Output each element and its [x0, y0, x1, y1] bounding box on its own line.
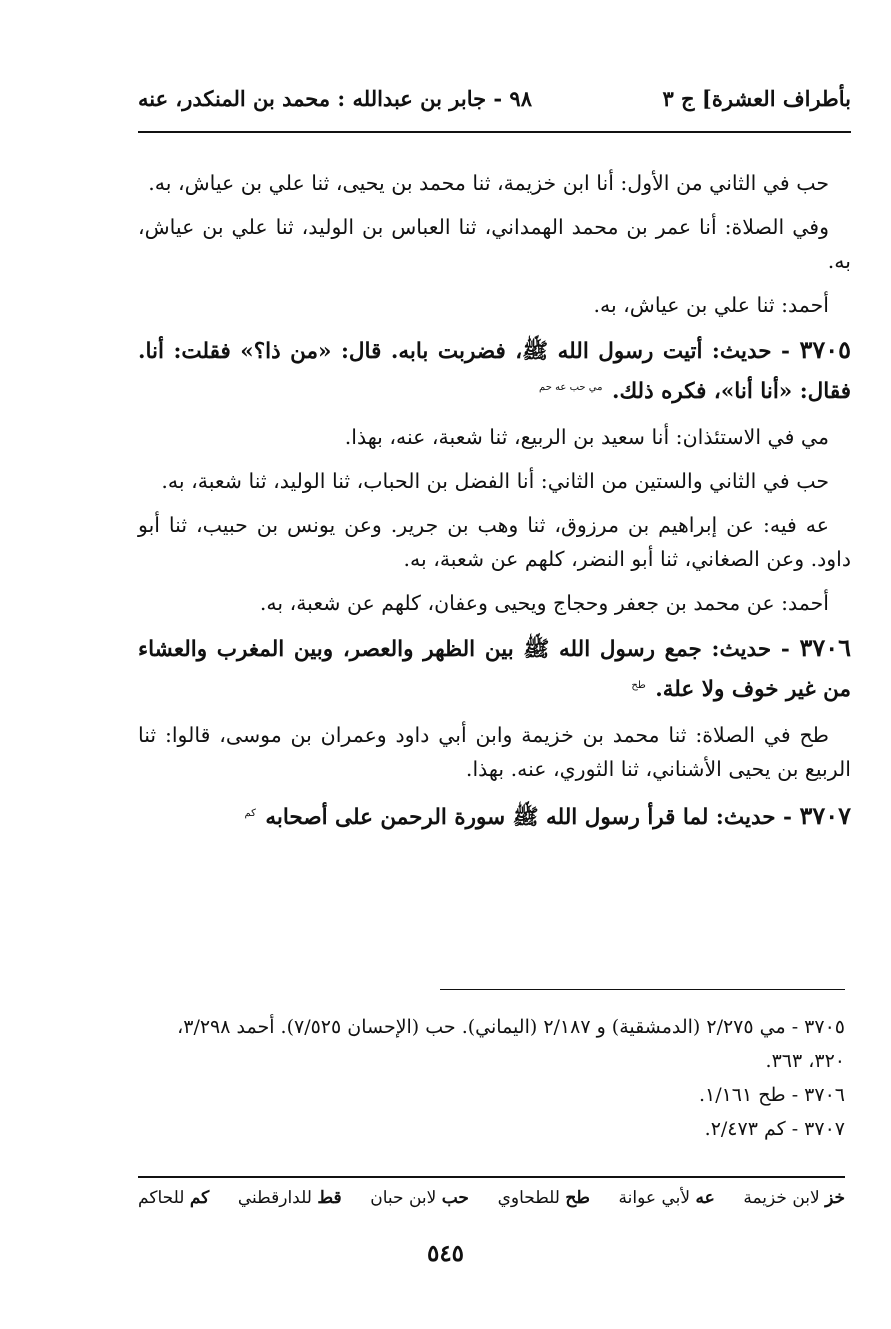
hadith-3706 [138, 630, 851, 708]
footnote-divider [440, 989, 845, 990]
hadith-3707 [138, 796, 851, 836]
footnote: ٣٧٠٧ - كم ٢/٤٧٣. [704, 1118, 845, 1140]
abbrev-item: خز لابن خزيمة [743, 1188, 845, 1208]
hadith-3705 [138, 332, 851, 410]
abbrev-item: كم للحاكم [138, 1188, 210, 1208]
hadith-text: - حديث: جمع رسول الله ﷺ بين الظهر والعصر، وبين المغرب والعشاء من غير خوف ولا علة. [138, 637, 851, 703]
page-number: ٥٤٥ [426, 1240, 465, 1267]
paragraph: حب في الثاني من الأول: أنا ابن خزيمة، ثنا محمد بن يحيى، ثنا علي بن عياش، به. [148, 171, 829, 195]
source-marks: طح [631, 680, 646, 692]
abbrev-item: عه لأبي عوانة [618, 1188, 715, 1208]
abbrev-item: قط للدارقطني [237, 1188, 342, 1208]
running-header [138, 78, 851, 118]
header-chapter-title: ٩٨ - جابر بن عبدالله : محمد بن المنكدر، عنه [138, 85, 532, 111]
footnote: ٣٧٠٥ - مي ٢/٢٧٥ (الدمشقية) و ٢/١٨٧ (اليماني). حب (الإحسان ٧/٥٢٥). أحمد ٣/٢٩٨، ٣٢٠، ٣٦٣. [177, 1016, 845, 1072]
abbreviation-key [138, 1188, 845, 1222]
footnote: ٣٧٠٦ - طح ١/١٦١. [698, 1084, 845, 1106]
abbrev-item: طح للطحاوي [497, 1188, 590, 1208]
bottom-divider [138, 1176, 845, 1178]
footnotes [138, 1010, 845, 1146]
source-marks: كم [244, 808, 256, 820]
header-volume-title: بأطراف العشرة] ج ٣ [662, 85, 851, 111]
hadith-text: - حديث: أتيت رسول الله ﷺ، فضربت بابه. قال: «من ذا؟» فقلت: أنا. فقال: «أنا أنا»، فكره ذلك. [138, 339, 851, 405]
paragraph: عه فيه: عن إبراهيم بن مرزوق، ثنا وهب بن جرير. وعن يونس بن حبيب، ثنا أبو داود. وعن الصغاني، ثنا أبو النضر، كلهم عن شعبة، به. [138, 513, 851, 572]
hadith-text: - حديث: لما قرأ رسول الله ﷺ سورة الرحمن على أصحابه [265, 805, 800, 831]
hadith-number: ٣٧٠٦ [799, 633, 851, 663]
paragraph: حب في الثاني والستين من الثاني: أنا الفضل بن الحباب، ثنا الوليد، ثنا شعبة، به. [161, 469, 829, 494]
hadith-number: ٣٧٠٥ [799, 335, 851, 364]
header-divider [138, 131, 851, 133]
paragraph: مي في الاستئذان: أنا سعيد بن الربيع، ثنا شعبة، عنه، بهذا. [344, 425, 829, 450]
source-marks: مي حب عه حم [539, 382, 603, 393]
paragraph: وفي الصلاة: أنا عمر بن محمد الهمداني، ثنا العباس بن الوليد، ثنا علي بن عياش، به. [138, 215, 851, 273]
paragraph: أحمد: عن محمد بن جعفر وحجاج ويحيى وعفان، كلهم عن شعبة، به. [259, 591, 829, 616]
paragraph: طح في الصلاة: ثنا محمد بن خزيمة وابن أبي داود وعمران بن موسى، قالوا: ثنا الربيع بن يحيى الأشناني، ثنا الثوري، عنه. بهذا. [138, 723, 851, 782]
abbrev-item: حب لابن حبان [370, 1188, 469, 1208]
main-text [138, 166, 851, 846]
hadith-number: ٣٧٠٧ [799, 801, 851, 831]
paragraph: أحمد: ثنا علي بن عياش، به. [593, 293, 829, 317]
